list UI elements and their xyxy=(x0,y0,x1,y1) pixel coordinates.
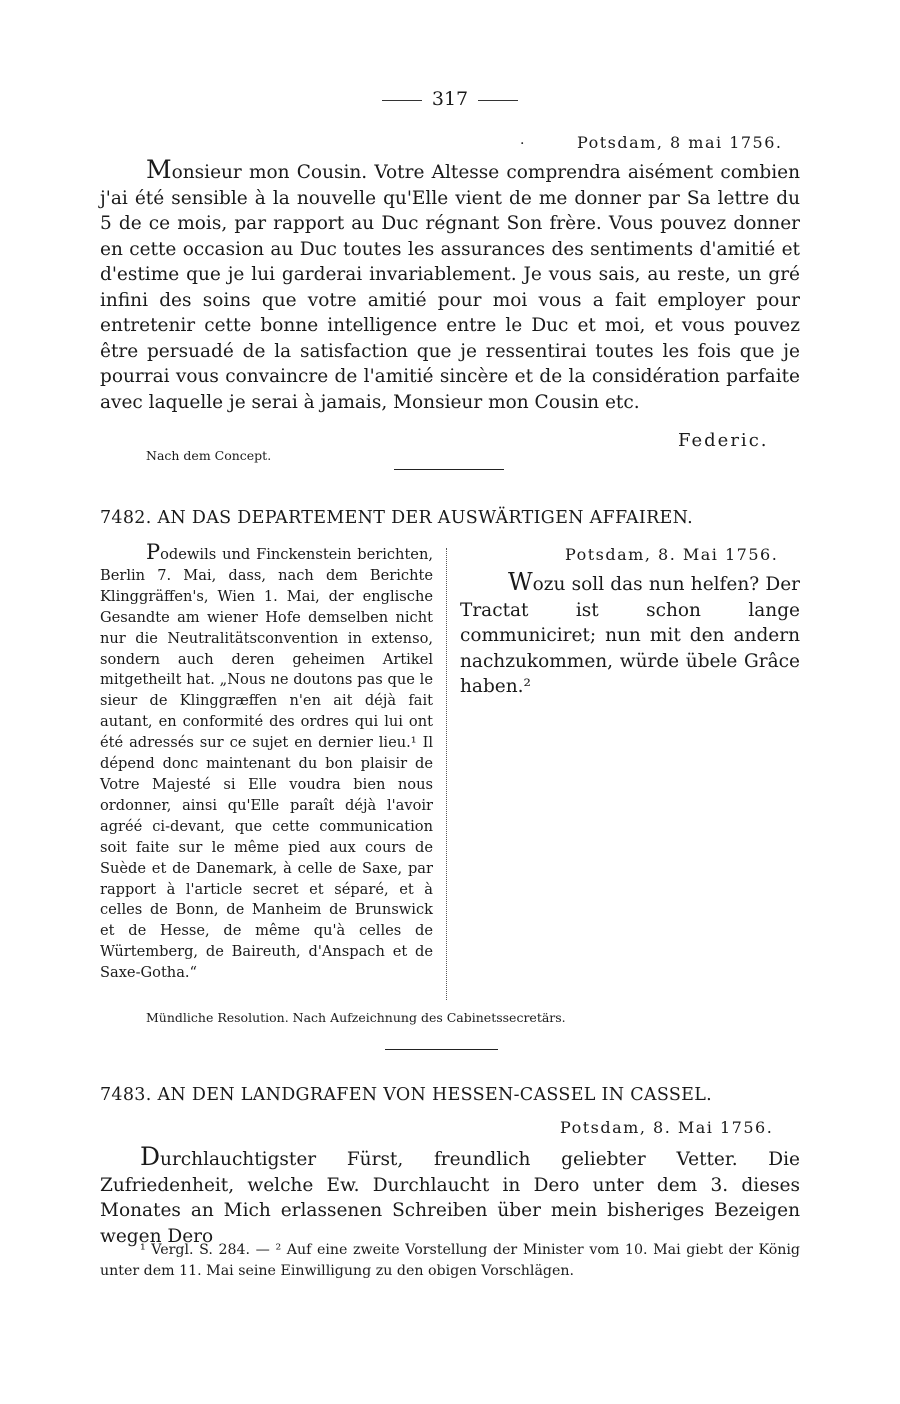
section-7482-resolution xyxy=(460,570,800,700)
section-7482-report xyxy=(100,542,433,984)
section-7482-source-note: Mündliche Resolution. Nach Aufzeichnung des Cabinetssecretärs. xyxy=(146,1010,566,1025)
page-number-dash-right xyxy=(478,100,518,101)
footnotes: ¹ Vergl. S. 284. — ² Auf eine zweite Vorstellung der Minister vom 10. Mai giebt der König unter dem 11. Mai seine Einwilligung zu den obigen Vorschlägen. xyxy=(100,1242,800,1279)
separator-rule-2 xyxy=(385,1049,498,1050)
section-7482-report-initial: P xyxy=(146,540,161,564)
section-7482-resolution-initial: W xyxy=(508,568,533,596)
section-7483-text: urchlauchtigster Fürst, freundlich geliebter Vetter. Die Zufriedenheit, welche Ew. Durchlaucht in Dero unter dem 3. dieses Monates an Mich erlassenen Schreiben über mein bisheriges Bezeigen wegen Dero xyxy=(100,1149,800,1247)
letter1-signature: Federic. xyxy=(678,430,769,451)
separator-rule-1 xyxy=(394,469,504,470)
section-7482-report-text: odewils und Finckenstein berichten, Berlin 7. Mai, dass, nach dem Berichte Klinggräffen's, Wien 1. Mai, der englische Gesandte am wiener Hofe demselben nicht nur die Neutralitätsconvention in extenso, sondern auch deren geheimen Artikel mitgetheilt hat. „Nous ne doutons pas que le sieur de Klinggræffen n'en ait déjà fait autant, en conformité des ordres qui lui ont été adressés sur ce sujet en dernier lieu.¹ Il dépend donc maintenant du bon plaisir de Votre Majesté si Elle voudra bien nous ordonner, ainsi qu'Elle paraît déjà l'avoir agréé ci-devant, que cette communication soit faite sur le même pied aux cours de Suède et de Danemark, à celle de Saxe, par rapport à l'article secret et séparé, et à celles de Bonn, de Manheim de Brunswick et de Hesse, de même qu'à celles de Würtemberg, de Baireuth, d'Anspach et de Saxe-Gotha.“ xyxy=(100,546,433,982)
section-7483-heading: 7483. AN DEN LANDGRAFEN VON HESSEN-CASSEL IN CASSEL. xyxy=(100,1085,713,1105)
section-7482-heading: 7482. AN DAS DEPARTEMENT DER AUSWÄRTIGEN AFFAIREN. xyxy=(100,508,693,528)
dateline-dot: · xyxy=(520,136,525,152)
section-7483-dateline: Potsdam, 8. Mai 1756. xyxy=(560,1118,774,1137)
section-7483-body xyxy=(100,1144,800,1249)
section-7482-resolution-text: ozu soll das nun helfen? Der Tractat ist schon lange communiciret; nun mit den andern nachzukommen, würde übele Grâce haben.² xyxy=(460,574,800,697)
letter1-dateline: Potsdam, 8 mai 1756. xyxy=(577,133,783,152)
page-number-value: 317 xyxy=(431,88,469,110)
letter1-source-note: Nach dem Concept. xyxy=(146,448,272,463)
column-divider xyxy=(446,548,447,1000)
letter1-body xyxy=(100,157,800,415)
section-7483-initial: D xyxy=(140,1142,161,1171)
page-number-dash-left xyxy=(382,100,422,101)
section-7482-dateline: Potsdam, 8. Mai 1756. xyxy=(565,545,779,564)
letter1-text: onsieur mon Cousin. Votre Altesse comprendra aisément combien j'ai été sensible à la nouvelle qu'Elle vient de me donner par Sa lettre du 5 de ce mois, par rapport au Duc régnant Son frère. Vous pouvez donner en cette occasion au Duc toutes les assurances des sentiments d'amitié et d'estime que je lui garderai invariablement. Je vous sais, au reste, un gré infini des soins que votre amitié pour moi vous a fait employer pour entretenir cette bonne intelligence entre le Duc et moi, et vous pouvez être persuadé de la satisfaction que je ressentirai toutes les fois que je pourrai vous convaincre de l'amitié sincère et de la considération parfaite avec laquelle je serai à jamais, Monsieur mon Cousin etc. xyxy=(100,162,800,413)
page-number xyxy=(370,88,530,110)
letter1-initial: M xyxy=(146,155,172,184)
